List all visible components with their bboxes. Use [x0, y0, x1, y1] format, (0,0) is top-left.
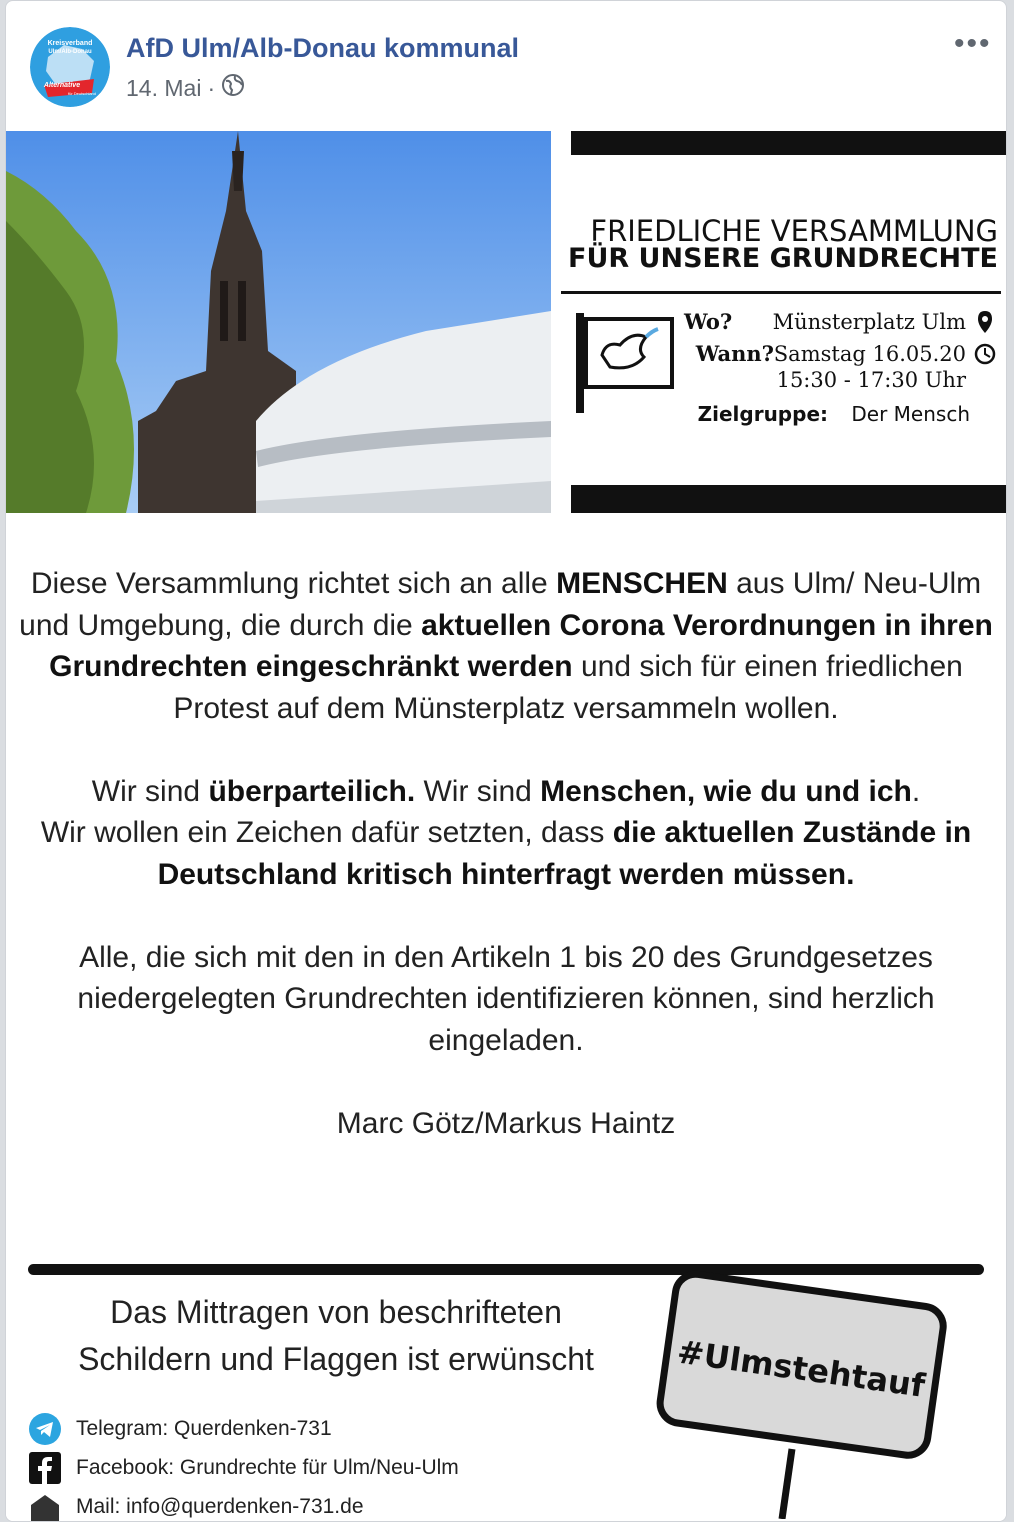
where-value: Münsterplatz Ulm: [773, 310, 967, 334]
contact-telegram[interactable]: Telegram: Querdenken-731: [28, 1409, 459, 1448]
flyer-body: [6, 563, 1006, 1186]
contact-list: [28, 1409, 459, 1522]
svg-text:Kreisverband: Kreisverband: [48, 40, 93, 47]
when-value: Samstag 16.05.20: [774, 342, 966, 366]
flyer-title-line2: FÜR UNSERE GRUNDRECHTE: [568, 241, 998, 274]
post-date[interactable]: 14. Mai: [126, 75, 201, 102]
where-label-text: Wo?: [683, 309, 732, 334]
when-label: Wann?: [695, 341, 774, 366]
flyer-photo-banner: [6, 131, 1006, 513]
svg-text:Ulm/Alb-Donau: Ulm/Alb-Donau: [48, 49, 92, 55]
sign-hashtag: #Ulmstehtauf: [675, 1333, 928, 1406]
protest-sign: [646, 1259, 966, 1519]
page-avatar[interactable]: [30, 27, 110, 107]
telegram-icon: [28, 1412, 62, 1446]
audience-label: Zielgruppe:: [698, 402, 828, 426]
meta-separator: ·: [207, 75, 215, 102]
facebook-icon: [28, 1451, 62, 1485]
globe-icon[interactable]: [221, 73, 245, 103]
signature: Marc Götz/Markus Haintz: [6, 1103, 1006, 1145]
bring-signs-text: Das Mittragen von beschrifteten Schildern und Flaggen ist erwünscht: [36, 1289, 636, 1383]
post-meta: [126, 73, 245, 103]
post-image[interactable]: [6, 131, 1006, 1521]
post-header: [6, 1, 1006, 129]
time-value: 15:30 - 17:30 Uhr: [777, 368, 967, 392]
svg-text:für Deutschland: für Deutschland: [68, 91, 96, 96]
audience-value: Der Mensch: [851, 402, 970, 426]
paragraph-3: Alle, die sich mit den in den Artikeln 1 bis 20 des Grundgesetzes niedergelegten Grundrechten identifizieren können, sind herzlich eingeladen.: [6, 937, 1006, 1062]
paragraph-2: Wir sind überparteilich. Wir sind Menschen, wie du und ich. Wir wollen ein Zeichen dafür setzten, dass die aktuellen Zustände in Deutschland kritisch hinterfragt werden müssen.: [6, 771, 1006, 896]
contact-mail[interactable]: Mail: info@querdenken-731.de: [28, 1487, 459, 1522]
page-name-link[interactable]: AfD Ulm/Alb-Donau kommunal: [126, 33, 519, 64]
svg-text:Alternative: Alternative: [43, 82, 80, 89]
contact-facebook[interactable]: Facebook: Grundrechte für Ulm/Neu-Ulm: [28, 1448, 459, 1487]
mail-icon: [28, 1490, 62, 1522]
post-card: [5, 0, 1007, 1522]
paragraph-1: Diese Versammlung richtet sich an alle MENSCHEN aus Ulm/ Neu-Ulm und Umgebung, die durch die aktuellen Corona Verordnungen in ihren Grundrechten eingeschränkt werden und sich für einen friedlichen Protest auf dem Münsterplatz versammeln wollen.: [6, 563, 1006, 729]
more-options-button[interactable]: •••: [954, 27, 992, 61]
flyer-title-line1: FRIEDLICHE VERSAMMLUNG: [590, 214, 998, 248]
